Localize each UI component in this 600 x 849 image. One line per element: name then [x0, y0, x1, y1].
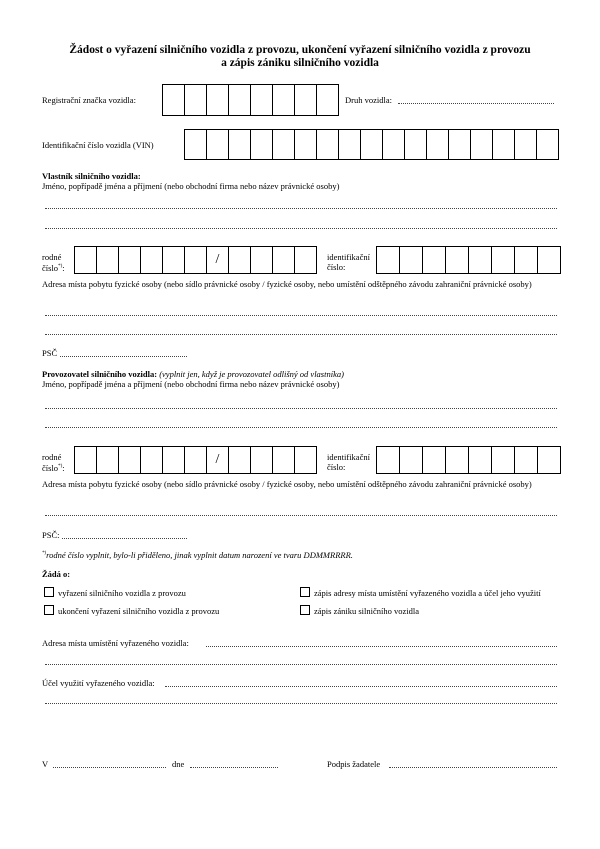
operator-psc-label: PSČ: — [42, 530, 60, 540]
rc-box[interactable] — [273, 446, 295, 474]
vehicle-type-label: Druh vozidla: — [345, 95, 392, 105]
rc-box[interactable] — [185, 246, 207, 274]
ico-box[interactable] — [400, 446, 423, 474]
checkbox-end-decommission[interactable] — [44, 605, 54, 615]
rc-box[interactable] — [229, 446, 251, 474]
operator-rc-label-1: rodné — [42, 452, 62, 462]
owner-name-line-2[interactable] — [45, 228, 557, 229]
operator-id-number-boxes[interactable] — [376, 446, 561, 474]
operator-name-line-2[interactable] — [45, 427, 557, 428]
owner-birth-number-boxes[interactable] — [74, 246, 317, 274]
vehicle-purpose-field-1[interactable] — [165, 686, 557, 687]
reg-box[interactable] — [317, 84, 339, 116]
rc-box[interactable] — [295, 246, 317, 274]
checkbox-decommission[interactable] — [44, 587, 54, 597]
ico-box[interactable] — [446, 446, 469, 474]
form-title-line-2: a zápis zániku silničního vozidla — [221, 57, 379, 69]
rc-box[interactable] — [141, 246, 163, 274]
vin-box[interactable] — [537, 129, 559, 160]
reg-box[interactable] — [251, 84, 273, 116]
owner-id-label-2: číslo: — [327, 262, 346, 272]
owner-id-label-1: identifikační — [327, 252, 370, 262]
owner-rc-footnote-mark: *) — [58, 264, 63, 269]
owner-psc-label: PSČ — [42, 348, 58, 358]
vin-box[interactable] — [295, 129, 317, 160]
rc-box[interactable] — [97, 446, 119, 474]
footnote-mark: *) — [42, 551, 47, 556]
rc-box[interactable] — [97, 246, 119, 274]
operator-heading: Provozovatel silničního vozidla: — [42, 369, 158, 379]
reg-box[interactable] — [207, 84, 229, 116]
reg-box[interactable] — [295, 84, 317, 116]
vin-box[interactable] — [251, 129, 273, 160]
operator-heading-row — [42, 369, 344, 379]
rc-separator: / — [207, 446, 229, 474]
vin-box[interactable] — [273, 129, 295, 160]
rc-box[interactable] — [163, 246, 185, 274]
vin-box[interactable] — [515, 129, 537, 160]
operator-birth-number-boxes[interactable] — [74, 446, 317, 474]
registration-plate-label: Registrační značka vozidla: — [42, 95, 136, 105]
vin-box[interactable] — [361, 129, 383, 160]
date-label: dne — [172, 759, 185, 769]
ico-box[interactable] — [515, 446, 538, 474]
place-field[interactable] — [53, 767, 166, 768]
ico-box[interactable] — [377, 246, 400, 274]
vin-boxes[interactable] — [184, 129, 559, 160]
owner-rc-label-2: číslo*): — [42, 262, 65, 273]
operator-id-label-1: identifikační — [327, 452, 370, 462]
operator-heading-note: (vyplnit jen, když je provozovatel odlišný od vlastníka) — [159, 369, 344, 379]
rc-box[interactable] — [273, 246, 295, 274]
ico-box[interactable] — [377, 446, 400, 474]
ico-box[interactable] — [469, 446, 492, 474]
operator-psc-field[interactable] — [62, 538, 187, 539]
rc-box[interactable] — [295, 446, 317, 474]
rc-box[interactable] — [119, 446, 141, 474]
vin-box[interactable] — [207, 129, 229, 160]
footnote — [42, 549, 353, 560]
operator-rc-footnote-mark: *) — [58, 464, 63, 469]
ico-box[interactable] — [400, 246, 423, 274]
ico-box[interactable] — [492, 446, 515, 474]
registration-plate-boxes[interactable] — [162, 84, 339, 116]
rc-box[interactable] — [141, 446, 163, 474]
ico-box[interactable] — [423, 446, 446, 474]
owner-rc-label-1: rodné — [42, 252, 62, 262]
vin-box[interactable] — [471, 129, 493, 160]
rc-box[interactable] — [229, 246, 251, 274]
owner-address-line-1[interactable] — [45, 315, 557, 316]
vehicle-purpose-field-2[interactable] — [45, 703, 557, 704]
vin-box[interactable] — [339, 129, 361, 160]
form-title-line-1: Žádost o vyřazení silničního vozidla z provozu, ukončení vyřazení silničního vozidla z provozu — [69, 44, 531, 56]
signature-field[interactable] — [389, 767, 557, 768]
reg-box[interactable] — [163, 84, 185, 116]
checkbox-decommission-label: vyřazení silničního vozidla z provozu — [58, 588, 186, 598]
rc-box[interactable] — [251, 446, 273, 474]
request-heading: Žádá o: — [42, 569, 71, 579]
owner-name-line-1[interactable] — [45, 208, 557, 209]
checkbox-end-decommission-label: ukončení vyřazení silničního vozidla z provozu — [58, 606, 220, 616]
owner-heading: Vlastník silničního vozidla: — [42, 171, 141, 181]
ico-box[interactable] — [515, 246, 538, 274]
operator-name-line-1[interactable] — [45, 408, 557, 409]
checkbox-record-location-label: zápis adresy místa umístění vyřazeného vozidla a účel jeho využití — [314, 588, 541, 598]
rc-box[interactable] — [75, 246, 97, 274]
vin-box[interactable] — [229, 129, 251, 160]
vin-box[interactable] — [317, 129, 339, 160]
owner-id-number-boxes[interactable] — [376, 246, 561, 274]
operator-id-label-2: číslo: — [327, 462, 346, 472]
ico-box[interactable] — [446, 246, 469, 274]
checkbox-record-termination-label: zápis zániku silničního vozidla — [314, 606, 420, 616]
ico-box[interactable] — [492, 246, 515, 274]
operator-rc-label-2: číslo*): — [42, 462, 65, 473]
operator-name-label: Jméno, popřípadě jména a příjmení (nebo obchodní firma nebo název právnické osoby) — [42, 379, 340, 389]
vin-box[interactable] — [427, 129, 449, 160]
signature-label: Podpis žadatele — [327, 759, 381, 769]
ico-box[interactable] — [469, 246, 492, 274]
ico-box[interactable] — [538, 446, 561, 474]
checkbox-record-location[interactable] — [300, 587, 310, 597]
vin-box[interactable] — [493, 129, 515, 160]
rc-box[interactable] — [185, 446, 207, 474]
vin-label: Identifikační číslo vozidla (VIN) — [42, 140, 154, 150]
vin-box[interactable] — [405, 129, 427, 160]
owner-name-label: Jméno, popřípadě jména a příjmení (nebo obchodní firma nebo název právnické osoby) — [42, 181, 340, 191]
rc-box[interactable] — [163, 446, 185, 474]
vin-box[interactable] — [185, 129, 207, 160]
vehicle-location-label: Adresa místa umístění vyřazeného vozidla: — [42, 638, 189, 648]
owner-address-label: Adresa místa pobytu fyzické osoby (nebo sídlo právnické osoby / fyzické osoby, nebo umístění odštěpného závodu zahraniční právnické osoby) — [42, 279, 532, 289]
vin-box[interactable] — [449, 129, 471, 160]
rc-box[interactable] — [251, 246, 273, 274]
place-label: V — [42, 759, 49, 769]
reg-box[interactable] — [185, 84, 207, 116]
footnote-text: rodné číslo vyplnit, bylo-li přiděleno, jinak vyplnit datum narození ve tvaru DDMMRRRR. — [46, 549, 353, 560]
operator-address-label: Adresa místa pobytu fyzické osoby (nebo sídlo právnické osoby / fyzické osoby, nebo umístění odštěpného závodu zahraniční právnické osoby) — [42, 479, 532, 489]
vehicle-location-field-1[interactable] — [206, 646, 557, 647]
rc-box[interactable] — [119, 246, 141, 274]
vehicle-type-field[interactable] — [398, 103, 554, 104]
rc-box[interactable] — [75, 446, 97, 474]
checkbox-record-termination[interactable] — [300, 605, 310, 615]
vehicle-location-field-2[interactable] — [45, 664, 557, 665]
rc-separator: / — [207, 246, 229, 274]
ico-box[interactable] — [423, 246, 446, 274]
reg-box[interactable] — [229, 84, 251, 116]
vin-box[interactable] — [383, 129, 405, 160]
owner-psc-field[interactable] — [60, 356, 187, 357]
owner-address-line-2[interactable] — [45, 334, 557, 335]
operator-address-line-1[interactable] — [45, 515, 557, 516]
date-field[interactable] — [190, 767, 278, 768]
ico-box[interactable] — [538, 246, 561, 274]
reg-box[interactable] — [273, 84, 295, 116]
vehicle-purpose-label: Účel využití vyřazeného vozidla: — [42, 678, 155, 688]
